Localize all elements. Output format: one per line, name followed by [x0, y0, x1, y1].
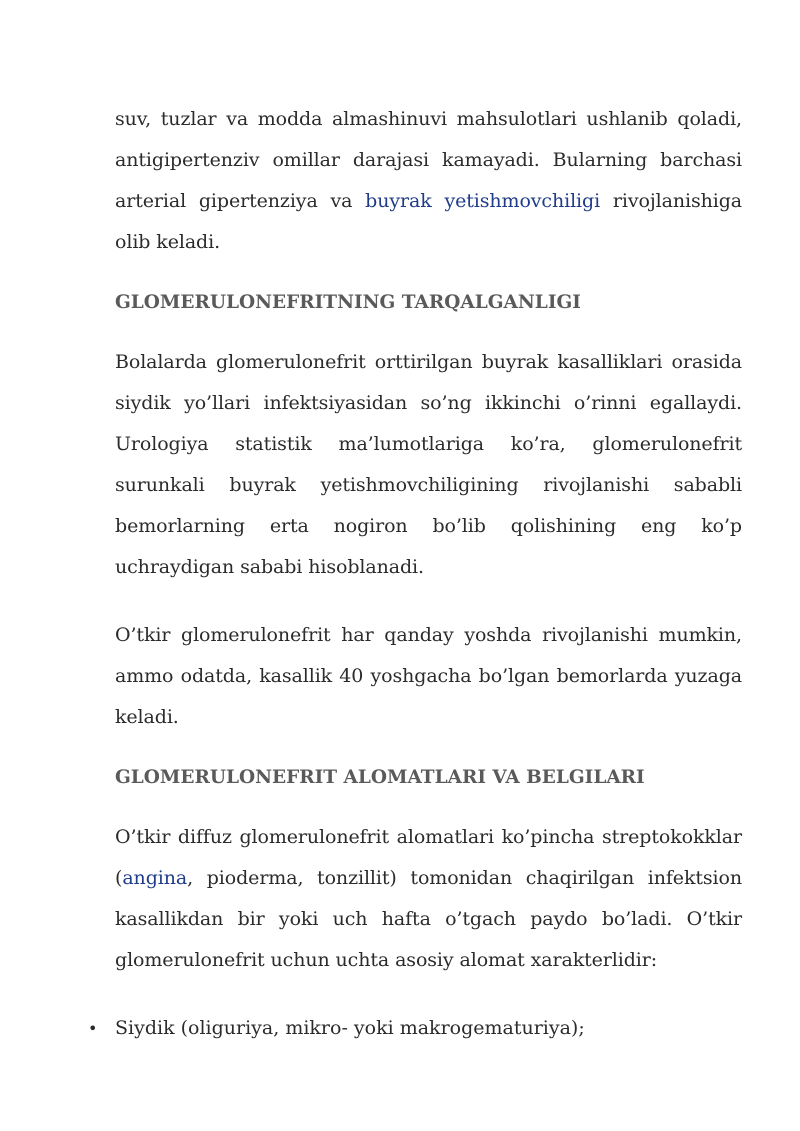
spacer — [115, 263, 742, 290]
spacer — [115, 791, 742, 817]
paragraph-intro — [115, 99, 742, 263]
spacer — [115, 981, 742, 1008]
paragraph-age: O’tkir glomerulonefrit har qanday yoshda rivojlanishi mumkin, ammo odatda, kasallik 40 yoshgacha bo’lgan bemorlarda yuzaga keladi. — [115, 624, 742, 728]
paragraph-symptoms — [115, 817, 742, 981]
paragraph-intro-text-start: suv, tuzlar va modda almashinuvi mahsulotlari ushlanib qoladi, antigipertenziv omillar darajasi kamayadi. Bularning barchasi arterial gipertenziya va — [115, 108, 742, 212]
spacer — [115, 738, 742, 765]
spacer — [115, 588, 742, 615]
link-buyrak-yetishmovchiligi[interactable]: buyrak yetishmovchiligi — [365, 190, 601, 212]
link-angina[interactable]: angina — [122, 867, 188, 889]
section-heading-symptoms: GLOMERULONEFRIT ALOMATLARI VA BELGILARI — [115, 767, 645, 788]
symptom-list — [88, 1008, 742, 1049]
paragraph-symptoms-text-start: O’tkir diffuz glomerulonefrit alomatlari ko’pincha streptokokklar ( — [115, 826, 742, 889]
section-heading-prevalence: GLOMERULONEFRITNING TARQALGANLIGI — [115, 292, 581, 313]
list-item-text: Siydik (oliguriya, mikro- yoki makrogematuriya); — [115, 1017, 585, 1039]
spacer — [115, 316, 742, 342]
bullet-icon: • — [88, 1019, 98, 1038]
paragraph-symptoms-text-end: , pioderma, tonzillit) tomonidan chaqirilgan infektsion kasallikdan bir yoki uch hafta o’tgach paydo bo’ladi. O’tkir glomerulonefrit uchun uchta asosiy alomat xarakterlidir: — [115, 867, 742, 971]
paragraph-prevalence: Bolalarda glomerulonefrit orttirilgan buyrak kasalliklari orasida siydik yo’llari infektsiyasidan so’ng ikkinchi o’rinni egallaydi. Urologiya statistik ma’lumotlariga ko’ra, glomerulonefrit surunkali buyrak yetishmovchiligining rivojlanishi sababli bemorlarning erta nogiron bo’lib qolishining eng ko’p uchraydigan sababi hisoblanadi. — [115, 351, 742, 578]
list-item — [88, 1008, 742, 1049]
paragraph-intro-text-end: rivojlanishiga olib keladi. — [115, 190, 742, 253]
